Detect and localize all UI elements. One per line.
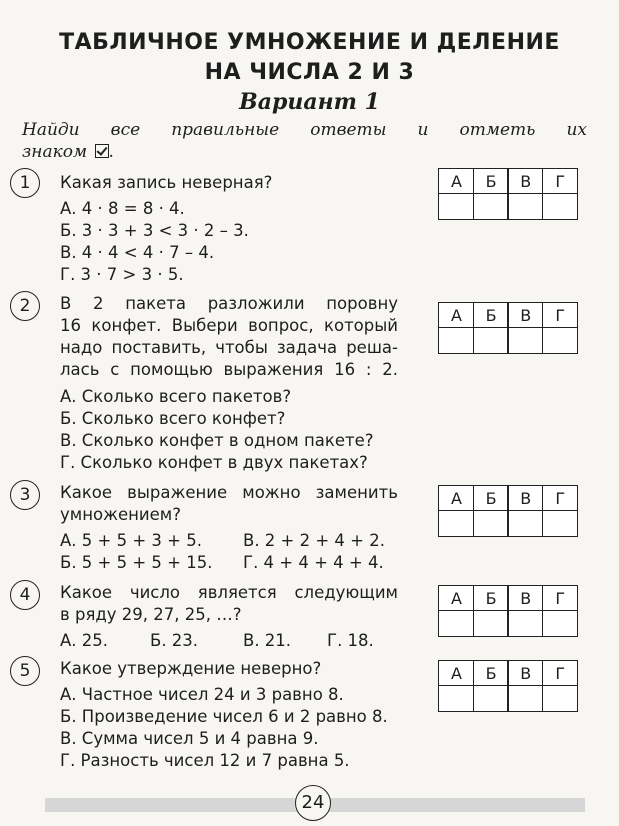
answer-checkbox-cell[interactable] bbox=[543, 511, 578, 536]
answer-checkbox-cell[interactable] bbox=[439, 328, 474, 353]
answer-option: Г. Разность чисел 12 и 7 равна 5. bbox=[60, 751, 350, 770]
instruction-line-2: знаком . bbox=[22, 142, 114, 162]
question-number: 3 bbox=[10, 480, 40, 510]
answer-checkbox-cell[interactable] bbox=[474, 194, 509, 219]
grid-divider bbox=[507, 586, 509, 636]
answer-grid-letter: Б bbox=[485, 489, 497, 508]
answer-option: В. 2 + 2 + 4 + 2. bbox=[243, 531, 385, 550]
answer-grid-letter: Б bbox=[485, 589, 497, 608]
grid-divider bbox=[542, 586, 544, 636]
answer-grid-letter: Г bbox=[555, 664, 566, 683]
answer-grid bbox=[438, 485, 578, 537]
answer-grid-letter: Г bbox=[555, 589, 566, 608]
grid-divider bbox=[542, 303, 544, 353]
question-text-line: Какое выражение можно заменить bbox=[60, 483, 398, 502]
answer-grid bbox=[438, 168, 578, 220]
question-text-line: Какая запись неверная? bbox=[60, 173, 273, 192]
answer-checkbox-cell[interactable] bbox=[543, 686, 578, 711]
question-text-line: лась с помощью выражения 16 : 2. bbox=[60, 360, 398, 379]
answer-grid-letter: Б bbox=[485, 172, 497, 191]
answer-checkbox-cell[interactable] bbox=[474, 686, 509, 711]
grid-divider bbox=[542, 486, 544, 536]
answer-grid-letter: Г bbox=[555, 489, 566, 508]
answer-option: Б. 5 + 5 + 5 + 15. bbox=[60, 553, 213, 572]
answer-checkbox-cell[interactable] bbox=[474, 511, 509, 536]
answer-checkbox-cell[interactable] bbox=[439, 511, 474, 536]
answer-option: В. 21. bbox=[243, 631, 292, 650]
grid-divider bbox=[542, 169, 544, 219]
answer-checkbox-cell[interactable] bbox=[439, 611, 474, 636]
answer-checkbox-cell[interactable] bbox=[508, 611, 543, 636]
answer-grid-letter: А bbox=[451, 664, 462, 683]
answer-option: Б. Сколько всего конфет? bbox=[60, 409, 286, 428]
answer-grid-letter: В bbox=[520, 664, 532, 683]
grid-divider bbox=[507, 486, 509, 536]
question-text-line: в ряду 29, 27, 25, …? bbox=[60, 605, 242, 624]
question-text-line: Какое утверждение неверно? bbox=[60, 659, 322, 678]
answer-grid-letter: А bbox=[451, 172, 462, 191]
answer-checkbox-cell[interactable] bbox=[508, 194, 543, 219]
grid-divider bbox=[507, 661, 509, 711]
grid-divider bbox=[542, 661, 544, 711]
answer-grid-letter: А bbox=[451, 589, 462, 608]
grid-divider bbox=[507, 303, 509, 353]
question-text-line: 16 конфет. Выбери вопрос, который bbox=[60, 316, 398, 335]
question-number: 2 bbox=[10, 291, 40, 321]
grid-divider bbox=[473, 169, 475, 219]
answer-checkbox-cell[interactable] bbox=[543, 611, 578, 636]
answer-grid-letter: Б bbox=[485, 664, 497, 683]
grid-divider bbox=[473, 586, 475, 636]
answer-grid bbox=[438, 302, 578, 354]
answer-grid bbox=[438, 585, 578, 637]
answer-option: Г. 3 · 7 > 3 · 5. bbox=[60, 265, 184, 284]
question-text-line: умножением? bbox=[60, 505, 181, 524]
instruction-line-2-text: знаком bbox=[22, 142, 88, 162]
grid-divider bbox=[473, 486, 475, 536]
answer-grid-letter: В bbox=[520, 306, 532, 325]
answer-option: Г. Сколько конфет в двух пакетах? bbox=[60, 453, 368, 472]
answer-option: А. Частное чисел 24 и 3 равно 8. bbox=[60, 685, 344, 704]
answer-checkbox-cell[interactable] bbox=[543, 328, 578, 353]
answer-checkbox-cell[interactable] bbox=[439, 686, 474, 711]
answer-option: А. 4 · 8 = 8 · 4. bbox=[60, 199, 185, 218]
grid-divider bbox=[473, 661, 475, 711]
answer-option: Б. 23. bbox=[150, 631, 199, 650]
answer-grid-letter: Г bbox=[555, 172, 566, 191]
answer-grid-letter: А bbox=[451, 489, 462, 508]
answer-checkbox-cell[interactable] bbox=[508, 511, 543, 536]
grid-divider bbox=[473, 303, 475, 353]
answer-option: А. Сколько всего пакетов? bbox=[60, 387, 292, 406]
answer-grid-letter: В bbox=[520, 172, 532, 191]
question-text-line: Какое число является следующим bbox=[60, 583, 398, 602]
answer-grid-letter: В bbox=[520, 489, 532, 508]
question-number: 1 bbox=[10, 168, 40, 198]
answer-checkbox-cell[interactable] bbox=[508, 686, 543, 711]
answer-option: В. Сколько конфет в одном пакете? bbox=[60, 431, 374, 450]
question-number: 5 bbox=[10, 656, 40, 686]
answer-grid-letter: В bbox=[520, 589, 532, 608]
answer-checkbox-cell[interactable] bbox=[543, 194, 578, 219]
page-title-line-1: ТАБЛИЧНОЕ УМНОЖЕНИЕ И ДЕЛЕНИЕ bbox=[59, 30, 560, 55]
instruction-line-1: Найди все правильные ответы и отметь их bbox=[22, 120, 587, 140]
answer-option: Б. Произведение чисел 6 и 2 равно 8. bbox=[60, 707, 388, 726]
answer-checkbox-cell[interactable] bbox=[474, 611, 509, 636]
question-number: 4 bbox=[10, 580, 40, 610]
variant-heading: Вариант 1 bbox=[239, 89, 380, 115]
question-text-line: В 2 пакета разложили поровну bbox=[60, 294, 398, 313]
answer-option: В. Сумма чисел 5 и 4 равна 9. bbox=[60, 729, 319, 748]
page-title-line-2: НА ЧИСЛА 2 И 3 bbox=[204, 60, 415, 85]
answer-option: Б. 3 · 3 + 3 < 3 · 2 – 3. bbox=[60, 221, 249, 240]
grid-divider bbox=[507, 169, 509, 219]
answer-option: А. 5 + 5 + 3 + 5. bbox=[60, 531, 202, 550]
answer-option: Г. 18. bbox=[327, 631, 374, 650]
checkbox-icon bbox=[95, 144, 109, 158]
answer-option: А. 25. bbox=[60, 631, 109, 650]
answer-checkbox-cell[interactable] bbox=[474, 328, 509, 353]
answer-checkbox-cell[interactable] bbox=[508, 328, 543, 353]
answer-grid-letter: А bbox=[451, 306, 462, 325]
page-number: 24 bbox=[295, 785, 331, 821]
answer-checkbox-cell[interactable] bbox=[439, 194, 474, 219]
question-text-line: надо поставить, чтобы задача реша- bbox=[60, 338, 398, 357]
answer-grid bbox=[438, 660, 578, 712]
answer-grid-letter: Б bbox=[485, 306, 497, 325]
answer-option: Г. 4 + 4 + 4 + 4. bbox=[243, 553, 384, 572]
answer-option: В. 4 · 4 < 4 · 7 – 4. bbox=[60, 243, 215, 262]
answer-grid-letter: Г bbox=[555, 306, 566, 325]
